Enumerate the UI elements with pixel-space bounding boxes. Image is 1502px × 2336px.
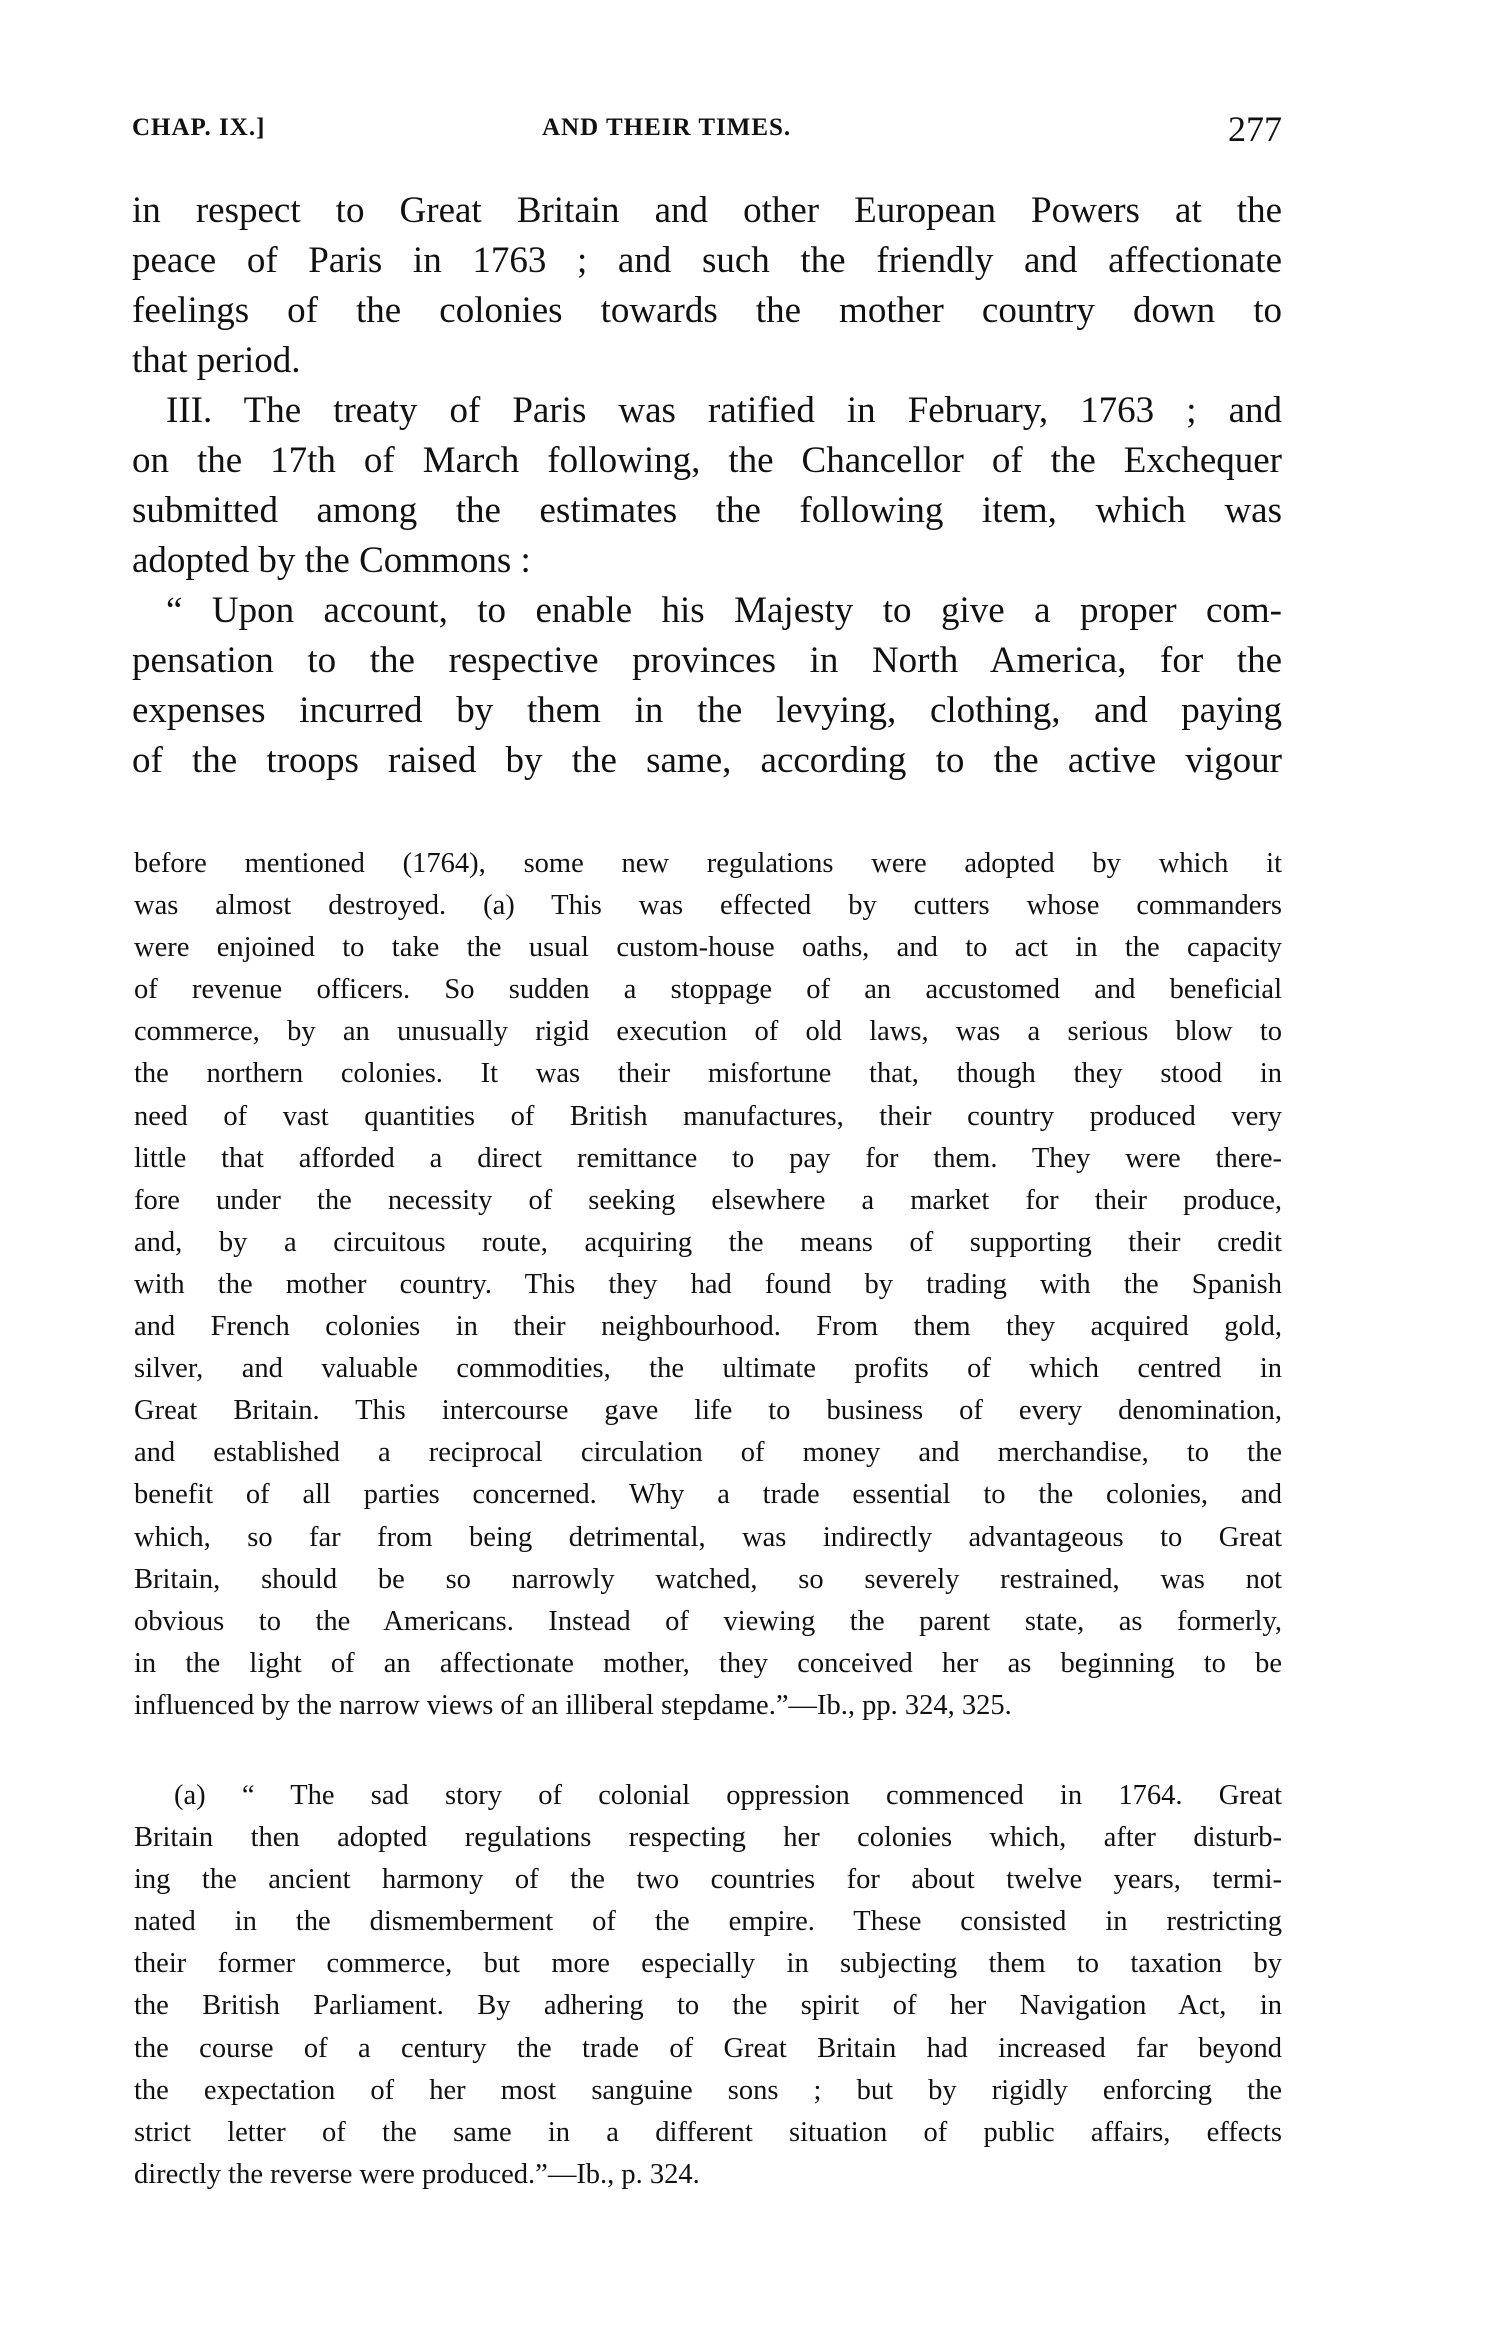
footnote-line: obvious to the Americans. Instead of viewing the parent state, as formerly, <box>134 1605 1282 1637</box>
footnote-line: need of vast quantities of British manufactures, their country produced very <box>134 1100 1282 1132</box>
footnote-line: were enjoined to take the usual custom-house oaths, and to act in the capacity <box>134 932 1282 964</box>
footnote-line: the British Parliament. By adhering to the spirit of her Navigation Act, in <box>134 1990 1282 2022</box>
text-line: feelings of the colonies towards the mother country down to <box>132 290 1282 331</box>
footnote-line: and French colonies in their neighbourhood. From them they acquired gold, <box>134 1311 1282 1343</box>
footnote-continued <box>134 843 1282 1727</box>
footnote-line: their former commerce, but more especially in subjecting them to taxation by <box>134 1948 1282 1980</box>
footnote-line: directly the reverse were produced.”—Ib., p. 324. <box>134 2158 700 2190</box>
text-line: III. The treaty of Paris was ratified in February, 1763 ; and <box>166 390 1282 431</box>
footnote-line: the northern colonies. It was their misfortune that, though they stood in <box>134 1058 1282 1090</box>
footnote-line: ing the ancient harmony of the two countries for about twelve years, termi- <box>134 1864 1282 1896</box>
text-line: expenses incurred by them in the levying, clothing, and paying <box>132 690 1282 731</box>
footnote-line: nated in the dismemberment of the empire. These consisted in restricting <box>134 1906 1282 1938</box>
footnote-line: Britain then adopted regulations respecting her colonies which, after disturb- <box>134 1822 1282 1854</box>
footnote-line: influenced by the narrow views of an illiberal stepdame.”—Ib., pp. 324, 325. <box>134 1689 1012 1721</box>
text-line: “ Upon account, to enable his Majesty to give a proper com- <box>166 590 1282 631</box>
running-title: AND THEIR TIMES. <box>542 114 792 141</box>
footnote-line: with the mother country. This they had found by trading with the Spanish <box>134 1268 1282 1300</box>
page-number: 277 <box>1228 109 1282 149</box>
footnote-line: silver, and valuable commodities, the ultimate profits of which centred in <box>134 1353 1282 1385</box>
footnote-line: in the light of an affectionate mother, they conceived her as beginning to be <box>134 1647 1282 1679</box>
running-header <box>132 108 1282 152</box>
text-line: that period. <box>132 340 301 381</box>
footnote-line: Great Britain. This intercourse gave life to business of every denomination, <box>134 1395 1282 1427</box>
chapter-label: CHAP. IX.] <box>132 114 266 141</box>
text-line: on the 17th of March following, the Chancellor of the Exchequer <box>132 440 1282 481</box>
footnote-line: which, so far from being detrimental, was indirectly advantageous to Great <box>134 1521 1282 1553</box>
footnote-line: the expectation of her most sanguine sons ; but by rigidly enforcing the <box>134 2074 1282 2106</box>
footnote-line: commerce, by an unusually rigid execution of old laws, was a serious blow to <box>134 1016 1282 1048</box>
text-line: adopted by the Commons : <box>132 540 531 581</box>
footnote-line: and established a reciprocal circulation of money and merchandise, to the <box>134 1437 1282 1469</box>
footnote-line: of revenue officers. So sudden a stoppage of an accustomed and beneficial <box>134 974 1282 1006</box>
text-line: of the troops raised by the same, according to the active vigour <box>132 740 1282 781</box>
footnote-line: before mentioned (1764), some new regulations were adopted by which it <box>134 848 1282 879</box>
footnote-line: fore under the necessity of seeking elsewhere a market for their produce, <box>134 1184 1282 1216</box>
text-line: in respect to Great Britain and other European Powers at the <box>132 190 1282 231</box>
footnote-line: Britain, should be so narrowly watched, so severely restrained, was not <box>134 1563 1282 1595</box>
main-text <box>132 186 1282 786</box>
footnote-line: little that afforded a direct remittance to pay for them. They were there- <box>134 1142 1282 1174</box>
footnote-line: and, by a circuitous route, acquiring the means of supporting their credit <box>134 1226 1282 1258</box>
footnote-line: the course of a century the trade of Great Britain had increased far beyond <box>134 2032 1282 2064</box>
footnote-line: benefit of all parties concerned. Why a trade essential to the colonies, and <box>134 1479 1282 1511</box>
text-line: submitted among the estimates the following item, which was <box>132 490 1282 531</box>
text-line: pensation to the respective provinces in North America, for the <box>132 640 1282 681</box>
footnote-line: (a) “ The sad story of colonial oppression commenced in 1764. Great <box>174 1780 1282 1811</box>
text-line: peace of Paris in 1763 ; and such the friendly and affectionate <box>132 240 1282 281</box>
footnote-a <box>134 1775 1282 2196</box>
footnote-line: was almost destroyed. (a) This was effected by cutters whose commanders <box>134 890 1282 922</box>
footnote-line: strict letter of the same in a different situation of public affairs, effects <box>134 2116 1282 2148</box>
